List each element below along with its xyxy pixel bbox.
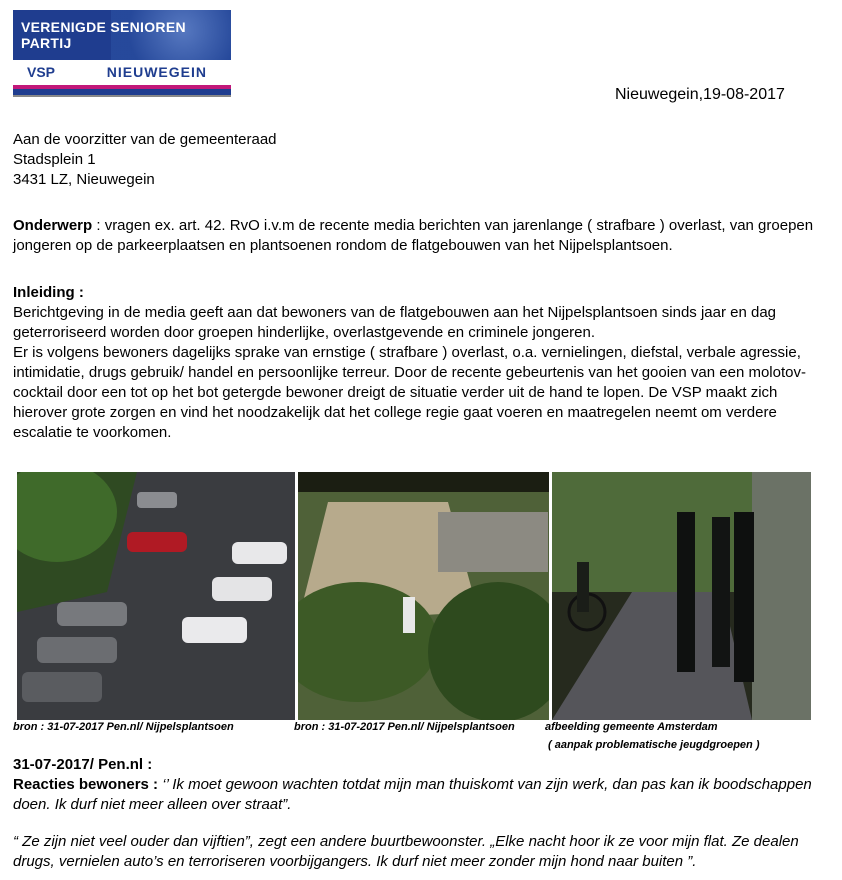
address-line: Aan de voorzitter van de gemeenteraad bbox=[13, 131, 277, 148]
logo-abbrev: VSP bbox=[27, 64, 56, 80]
address-block bbox=[13, 130, 277, 190]
photo-youth-group-underpass bbox=[552, 472, 811, 720]
address-line: 3431 LZ, Nieuwegein bbox=[13, 171, 155, 188]
intro-label: Inleiding : bbox=[13, 284, 84, 301]
caption-photo-3-sub: ( aanpak problematische jeugdgroepen ) bbox=[548, 739, 760, 751]
caption-photo-2: bron : 31-07-2017 Pen.nl/ Nijpelsplantsoen bbox=[294, 721, 515, 733]
logo-party-name: VERENIGDE SENIOREN PARTIJ bbox=[21, 19, 186, 51]
logo-city: NIEUWEGEIN bbox=[106, 64, 207, 80]
logo-stripe bbox=[13, 85, 231, 89]
subject-text: : vragen ex. art. 42. RvO i.v.m de recente media berichten van jarenlange ( strafbare ) overlast, van groepen jongeren op de parkeerplaatsen en plantsoenen rondom de flatgebouwen van het Nijpelsplantsoen. bbox=[13, 217, 814, 254]
subject-label: Onderwerp bbox=[13, 217, 93, 234]
intro-paragraph-2: Er is volgens bewoners dagelijks sprake van ernstige ( strafbare ) overlast, o.a. vernielingen, diefstal, verbale agressie, intimidatie, drugs gebruik/ handel en persoonlijke terreur. Door de recente gebeurtenis van het gooien van een molotov-cocktail door een tot op het bot getergde bewoner dreigt de situatie verder uit de hand te lopen. De VSP maakt zich hierover grote zorgen en vind het noodzakelijk dat het college regie gaat voeren en maatregelen neemt om verdere escalatie te voorkomen. bbox=[13, 344, 806, 441]
logo-band bbox=[13, 60, 231, 85]
quote-1-text: ‘’ Ik moet gewoon wachten totdat mijn man thuiskomt van zijn werk, dan pas kan ik boodschappen doen. Ik durf niet meer alleen over straat”. bbox=[13, 776, 812, 813]
letter-date: Nieuwegein,19-08-2017 bbox=[615, 86, 785, 103]
vsp-logo bbox=[13, 10, 231, 97]
photo-parking-lot-police bbox=[17, 472, 295, 720]
intro-section bbox=[13, 283, 828, 443]
photo-park-bushes bbox=[298, 472, 549, 720]
caption-photo-1: bron : 31-07-2017 Pen.nl/ Nijpelsplantsoen bbox=[13, 721, 234, 733]
quote-1 bbox=[13, 775, 828, 815]
section-date: 31-07-2017/ Pen.nl : bbox=[13, 756, 153, 773]
caption-photo-3: afbeelding gemeente Amsterdam bbox=[545, 721, 718, 733]
reacties-label: Reacties bewoners : bbox=[13, 776, 159, 793]
subject-paragraph bbox=[13, 216, 828, 256]
intro-paragraph-1: Berichtgeving in de media geeft aan dat bewoners van de flatgebouwen aan het Nijpelsplantsoen sinds jaar en dag geterroriseerd worden door groepen hinderlijke, overlastgevende en criminele jongeren. bbox=[13, 304, 777, 341]
address-line: Stadsplein 1 bbox=[13, 151, 96, 168]
quote-2: “ Ze zijn niet veel ouder dan vijftien”, zegt een andere buurtbewoonster. „Elke nacht hoor ik ze voor mijn flat. Ze dealen drugs, vernielen auto’s en terroriseren voorbijgangers. Ik durf niet meer zonder mijn hond naar buiten ”. bbox=[13, 833, 799, 870]
